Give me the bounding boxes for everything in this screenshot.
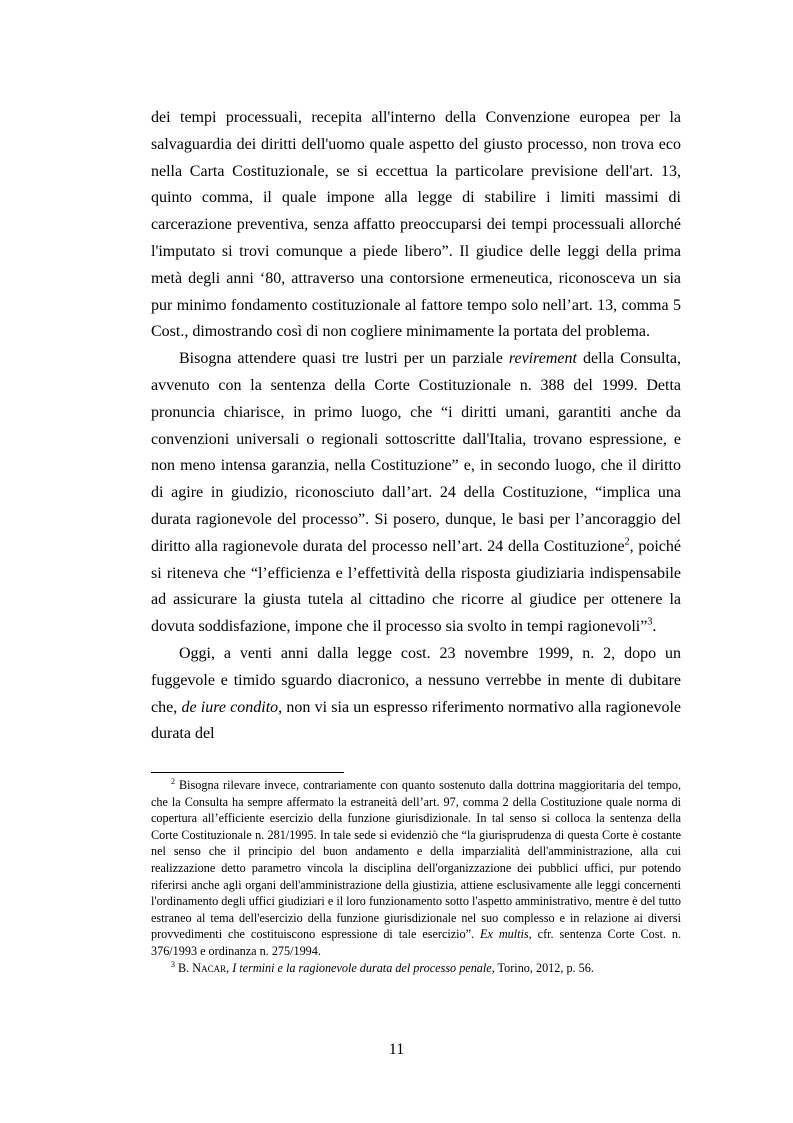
footnote-3-author-initial: B. bbox=[175, 960, 193, 975]
footnote-3-author-name: Nacar bbox=[192, 960, 227, 975]
paragraph-2-text-b: della Consulta, avvenuto con la sentenza della Corte Costituzionale n. 388 del 1999. Detta pronuncia chiarisce, in primo luogo, che “i diritti umani, garantiti anche da convenzioni universali o regionali sottoscritte dall'Italia, trovano espressione, e non meno intensa garanzia, nella Costituzione” e, in secondo luogo, che il diritto di agire in giudizio, riconosciuto dall’art. 24 della Costituzione, “implica una durata ragionevole del processo”. Si posero, dunque, le basi per l’ancoraggio del diritto alla ragionevole durata del processo nell’art. 24 della Costituzione bbox=[151, 350, 681, 555]
footnote-2-mark: 2 bbox=[171, 776, 175, 786]
paragraph-3 bbox=[151, 641, 681, 748]
footnote-3 bbox=[151, 960, 681, 977]
paragraph-3-text-a: Oggi, a venti anni dalla legge cost. 23 novembre 1999, n. 2, dopo un fuggevole e timido sguardo diacronico, a nessuno verrebbe in mente di dubitare che, bbox=[151, 644, 681, 716]
footnote-separator bbox=[151, 772, 344, 773]
footnote-2-italic: Ex multis bbox=[480, 927, 529, 942]
paragraph-2-text-d: . bbox=[652, 618, 657, 636]
paragraph-2 bbox=[151, 346, 681, 641]
footnote-3-separator: , bbox=[226, 960, 233, 975]
paragraph-3-italic: de iure condito bbox=[181, 698, 279, 716]
footnote-ref-3[interactable]: 3 bbox=[647, 616, 653, 628]
footnotes bbox=[151, 777, 681, 976]
main-text bbox=[151, 105, 681, 748]
paragraph-3-text-b: , non vi sia un espresso riferimento normativo alla ragionevole durata del bbox=[151, 698, 682, 743]
paragraph-1: dei tempi processuali, recepita all'interno della Convenzione europea per la salvaguardia dei diritti dell'uomo quale aspetto del giusto processo, non trova eco nella Carta Costituzionale, se si eccettua la particolare previsione dell'art. 13, quinto comma, il quale impone alla legge di stabilire i limiti massimi di carcerazione preventiva, senza affatto preoccuparsi dei tempi processuali allorché l'imputato si trovi comunque a piede libero”. Il giudice delle leggi della prima metà degli anni ‘80, attraverso una contorsione ermeneutica, riconosceva un sia pur minimo fondamento costituzionale al fattore tempo solo nell’art. 13, comma 5 Cost., dimostrando così di non cogliere minimamente la portata del problema. bbox=[151, 109, 681, 341]
paragraph-2-italic: revirement bbox=[508, 350, 577, 368]
footnote-2-text-a: Bisogna rilevare invece, contrariamente con quanto sostenuto dalla dottrina maggioritaria del tempo, che la Consulta ha sempre affermato la estraneità dell’art. 97, comma 2 della Costituzione quale norma di copertura all’efficiente esercizio della funzione giurisdizionale. In tal senso si colloca la sentenza della Corte Costituzionale n. 281/1995. In tale sede si evidenziò che “la giurisprudenza di questa Corte è costante nel senso che il principio del buon andamento e della imparzialità dell'amministrazione, alla cui realizzazione detto parametro vincola la disciplina dell'organizzazione dei pubblici uffici, pur potendo riferirsi anche agli organi dell'amministrazione della giustizia, attiene esclusivamente alle leggi concernenti l'ordinamento degli uffici giudiziari e il loro funzionamento sotto l'aspetto amministrativo, mentre è del tutto estraneo al tema dell'esercizio della funzione giurisdizionale nel suo complesso e in relazione ai diversi provvedimenti che costituiscono espressione di tale esercizio”. bbox=[151, 778, 681, 942]
paragraph-2-text-c: , poiché si riteneva che “l’efficienza e l’effettività della risposta giudiziaria indispensabile ad assicurare la giusta tutela al cittadino che ricorre al giudice per ottenere la dovuta soddisfazione, impone che il processo sia svolto in tempi ragionevoli” bbox=[151, 537, 681, 636]
footnote-2-text-b: , cfr. sentenza Corte Cost. n. 376/1993 e ordinanza n. 275/1994. bbox=[151, 927, 681, 958]
paragraph-2-text-a: Bisogna attendere quasi tre lustri per un parziale bbox=[179, 350, 509, 368]
page-number: 11 bbox=[388, 1041, 405, 1058]
footnote-ref-2[interactable]: 2 bbox=[624, 536, 630, 548]
footnote-3-title: I termini e la ragionevole durata del processo penale bbox=[232, 960, 492, 975]
footnote-2 bbox=[151, 777, 681, 960]
footnote-3-mark: 3 bbox=[171, 959, 175, 969]
footnote-3-text: , Torino, 2012, p. 56. bbox=[491, 960, 594, 975]
